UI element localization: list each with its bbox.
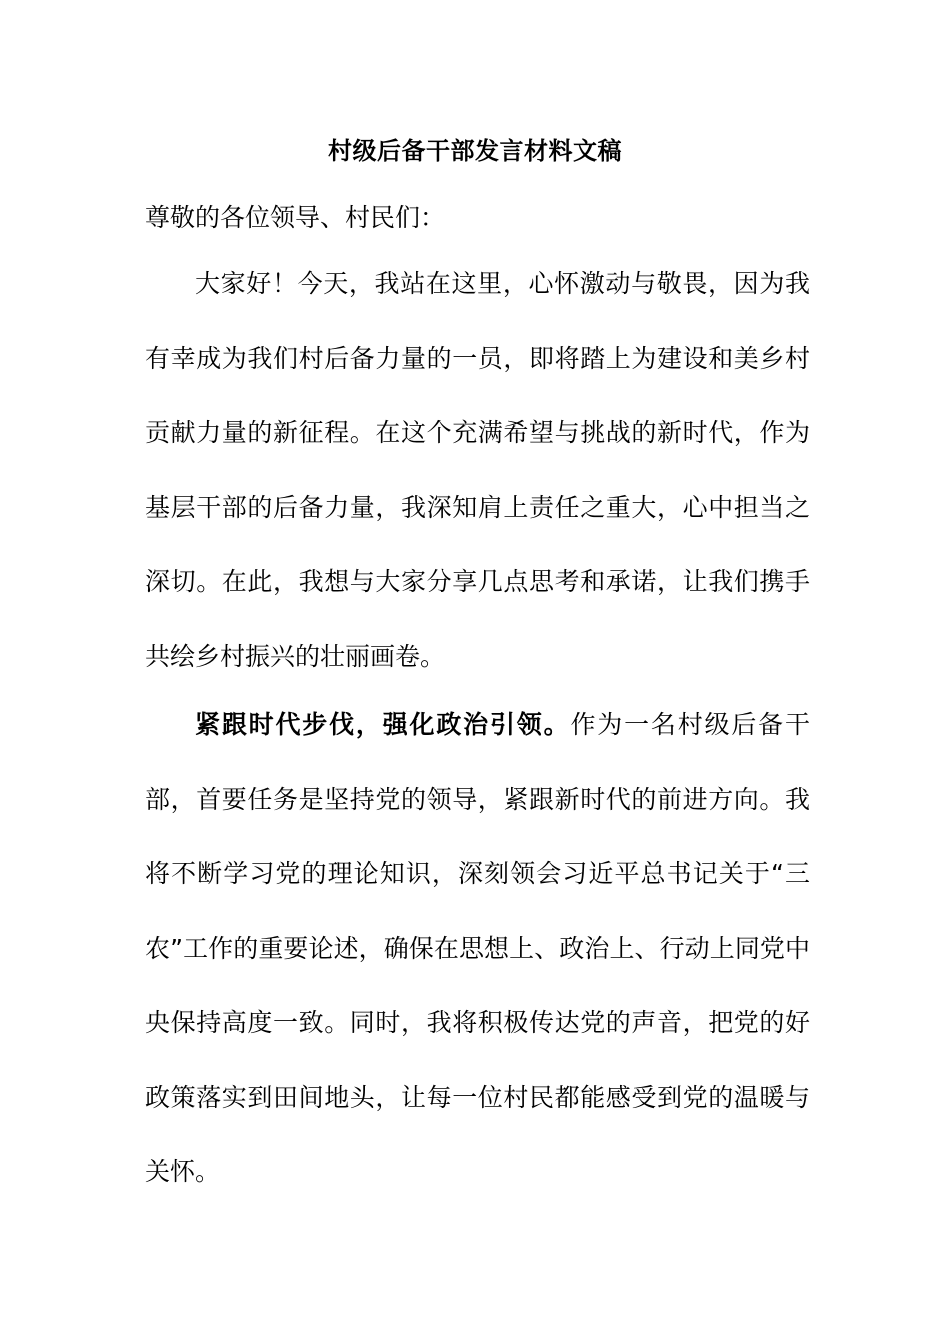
document-title: 村级后备干部发言材料文稿 <box>328 137 622 165</box>
paragraph-greeting-text: 大家好！今天，我站在这里，心怀激动与敬畏，因为我有幸成为我们村后备力量的一员，即将踏上为建设和美乡村贡献力量的新征程。在这个充满希望与挑战的新时代，作为基层干部的后备力量，我深知肩上责任之重大，心中担当之深切。在此，我想与大家分享几点思考和承诺，让我们携手共绘乡村振兴的壮丽画卷。 <box>145 269 810 671</box>
paragraph-greeting <box>145 247 810 694</box>
paragraph-lead-heading: 紧跟时代步伐，强化政治引领。 <box>195 710 571 739</box>
paragraph-body-text: 作为一名村级后备干部，首要任务是坚持党的领导，紧跟新时代的前进方向。我将不断学习党的理论知识，深刻领会习近平总书记关于“三农”工作的重要论述，确保在思想上、政治上、行动上同党中央保持高度一致。同时，我将积极传达党的声音，把党的好政策落实到田间地头，让每一位村民都能感受到党的温暖与关怀。 <box>145 710 810 1186</box>
paragraph-political-guidance <box>145 688 810 1210</box>
salutation: 尊敬的各位领导、村民们： <box>145 203 446 232</box>
